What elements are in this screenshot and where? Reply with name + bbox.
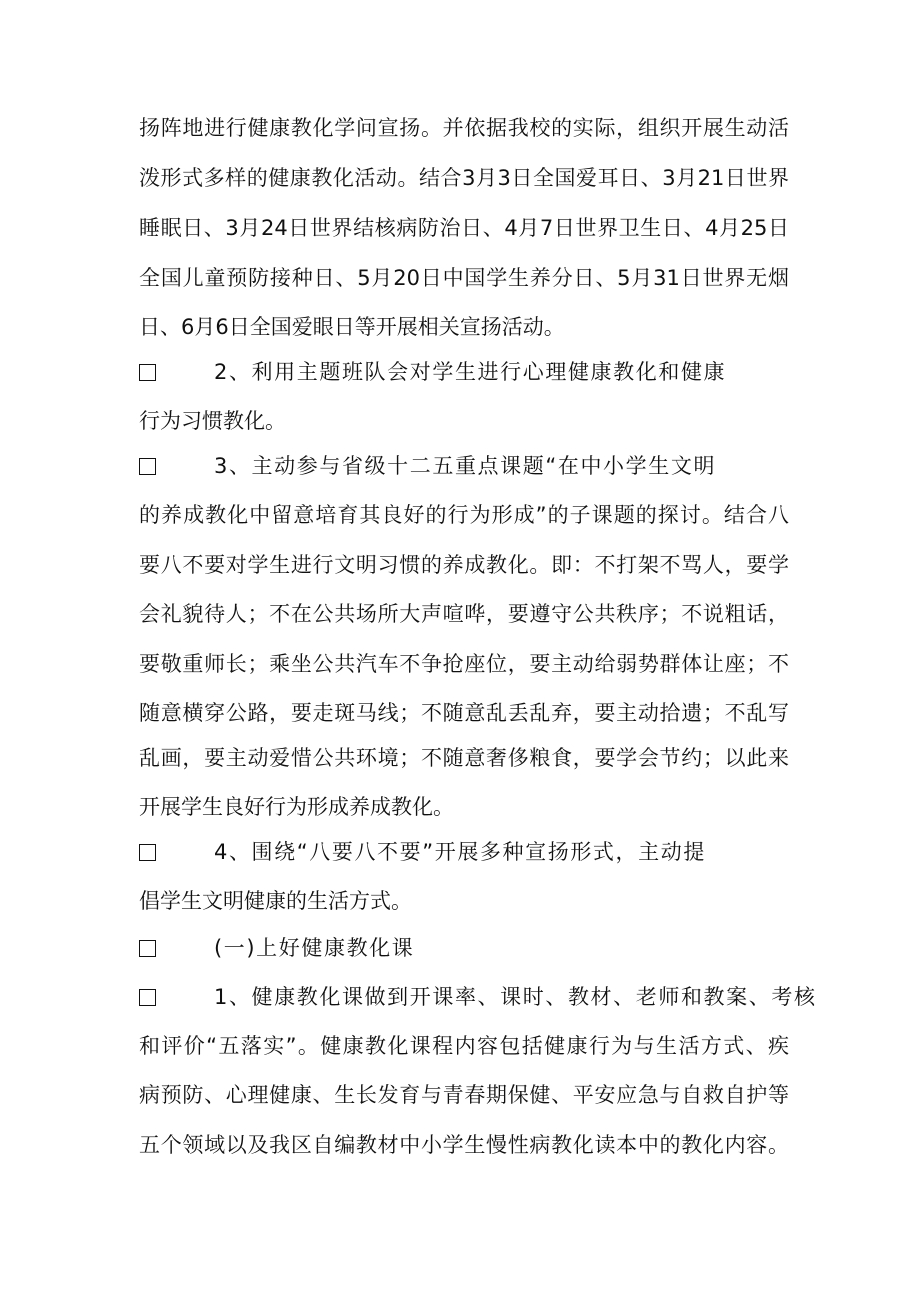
paragraph-line: 要敬重师长；乘坐公共汽车不争抢座位，要主动给弱势群体让座；不 bbox=[139, 652, 789, 676]
section-heading: (一)上好健康教化课 bbox=[214, 936, 415, 960]
checkbox-icon bbox=[139, 364, 156, 381]
list-item-heading: 2、利用主题班队会对学生进行心理健康教化和健康 bbox=[214, 360, 727, 384]
list-item-heading: 3、主动参与省级十二五重点课题“在中小学生文明 bbox=[214, 454, 717, 478]
paragraph-line: 会礼貌待人；不在公共场所大声喧哗，要遵守公共秩序；不说粗话， bbox=[139, 602, 789, 626]
paragraph-line: 乱画，要主动爱惜公共环境；不随意奢侈粮食，要学会节约；以此来 bbox=[139, 746, 789, 770]
paragraph-line: 日、6月6日全国爱眼日等开展相关宣扬活动。 bbox=[139, 315, 565, 339]
checkbox-icon bbox=[139, 844, 156, 861]
paragraph-line: 倡学生文明健康的生活方式。 bbox=[139, 889, 412, 913]
paragraph-line: 的养成教化中留意培育其良好的行为形成”的子课题的探讨。结合八 bbox=[139, 503, 789, 527]
list-item-heading: 4、围绕“八要八不要”开展多种宣扬形式，主动提 bbox=[214, 840, 706, 864]
paragraph-line: 泼形式多样的健康教化活动。结合3月3日全国爱耳日、3月21日世界 bbox=[139, 166, 789, 190]
list-item-3 bbox=[139, 452, 716, 480]
paragraph-line: 全国儿童预防接种日、5月20日中国学生养分日、5月31日世界无烟 bbox=[139, 266, 789, 290]
paragraph-line: 睡眠日、3月24日世界结核病防治日、4月7日世界卫生日、4月25日 bbox=[139, 216, 789, 240]
paragraph-line: 五个领域以及我区自编教材中小学生慢性病教化读本中的教化内容。 bbox=[139, 1133, 789, 1157]
list-item-heading: 1、健康教化课做到开课率、课时、教材、老师和教案、考核 bbox=[214, 985, 817, 1009]
list-item-4 bbox=[139, 838, 706, 866]
section-heading-row bbox=[139, 934, 414, 962]
paragraph-line: 随意横穿公路，要走斑马线；不随意乱丢乱弃，要主动拾遗；不乱写 bbox=[139, 701, 789, 725]
list-item-2 bbox=[139, 358, 726, 386]
list-item-1 bbox=[139, 983, 817, 1011]
paragraph-line: 和评价“五落实”。健康教化课程内容包括健康行为与生活方式、疾 bbox=[139, 1034, 789, 1058]
checkbox-icon bbox=[139, 989, 156, 1006]
paragraph-line: 要八不要对学生进行文明习惯的养成教化。即：不打架不骂人，要学 bbox=[139, 553, 789, 577]
paragraph-line: 开展学生良好行为形成养成教化。 bbox=[139, 795, 454, 819]
paragraph-line: 扬阵地进行健康教化学问宣扬。并依据我校的实际，组织开展生动活 bbox=[139, 116, 789, 140]
paragraph-line: 病预防、心理健康、生长发育与青春期保健、平安应急与自救自护等 bbox=[139, 1083, 789, 1107]
paragraph-line: 行为习惯教化。 bbox=[139, 409, 286, 433]
checkbox-icon bbox=[139, 458, 156, 475]
checkbox-icon bbox=[139, 940, 156, 957]
